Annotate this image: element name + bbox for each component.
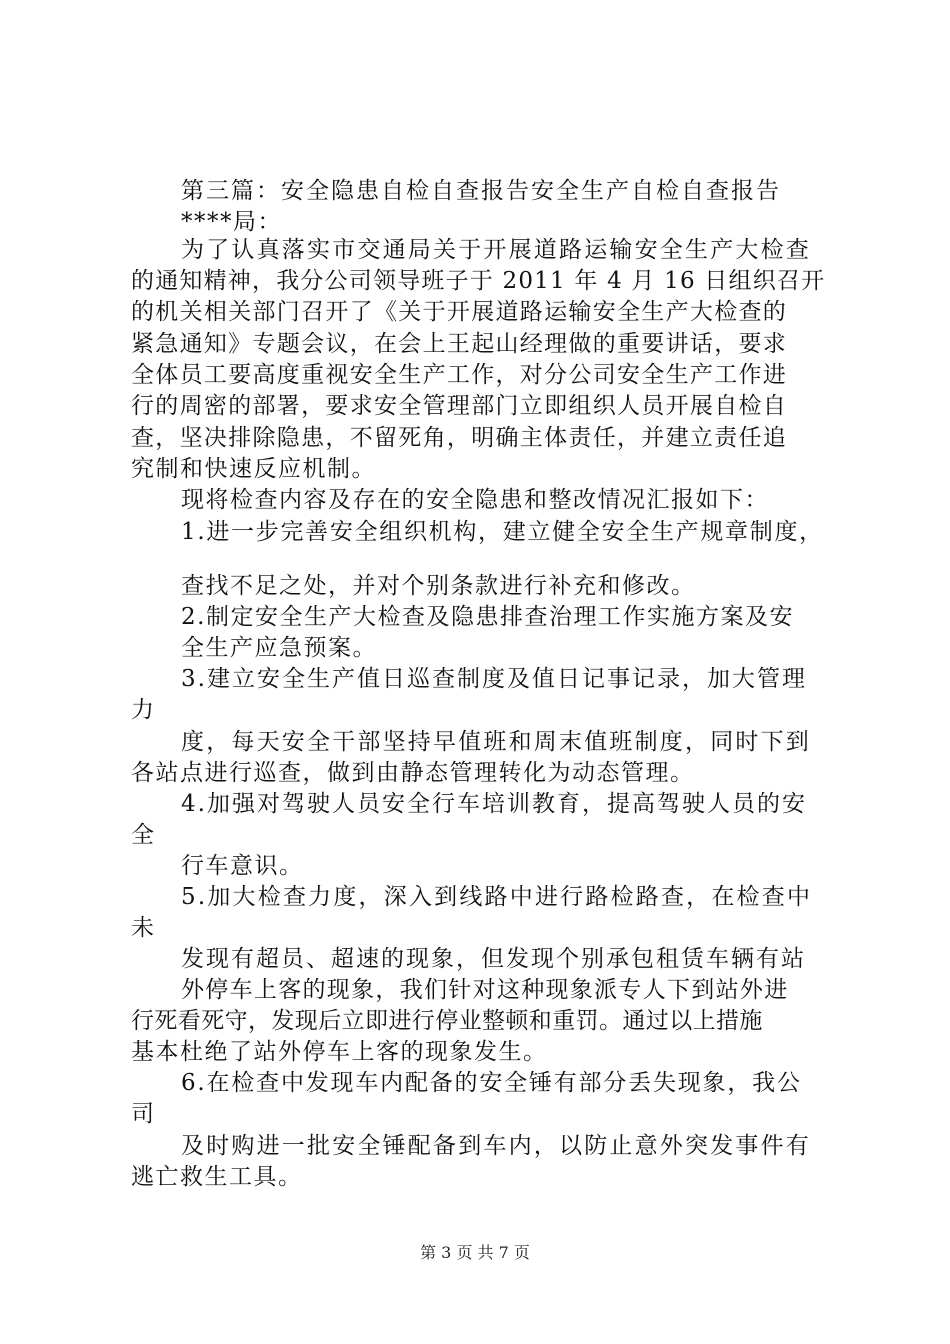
list-item-5-wrap: 未 [131, 915, 156, 941]
list-item-6-cont: 逃亡救生工具。 [131, 1164, 303, 1190]
body-line: 为了认真落实市交通局关于开展道路运输安全生产大检查 [181, 237, 811, 263]
list-item-5: 5.加大检查力度，深入到线路中进行路检路查，在检查中 [181, 884, 813, 910]
list-item-5-cont: 基本杜绝了站外停车上客的现象发生。 [131, 1039, 548, 1065]
list-item-6: 6.在检查中发现车内配备的安全锤有部分丢失现象，我公 [181, 1070, 802, 1096]
body-line: 查，坚决排除隐患，不留死角，明确主体责任，并建立责任追 [131, 425, 788, 451]
list-item-4-cont: 行车意识。 [181, 853, 304, 879]
list-item-6-cont: 及时购进一批安全锤配备到车内，以防止意外突发事件有 [181, 1133, 811, 1159]
list-item-1-cont: 查找不足之处，并对个别条款进行补充和修改。 [181, 573, 696, 599]
list-item-1: 1.进一步完善安全组织机构，建立健全安全生产规章制度， [181, 519, 824, 545]
list-item-5-cont: 发现有超员、超速的现象，但发现个别承包租赁车辆有站 [181, 946, 806, 972]
list-item-3-wrap: 力 [131, 697, 156, 723]
list-item-3-cont: 度，每天安全干部坚持早值班和周末值班制度，同时下到 [181, 729, 811, 755]
body-line: 的机关相关部门召开了《关于开展道路运输安全生产大检查的 [131, 299, 788, 325]
body-line: 现将检查内容及存在的安全隐患和整改情况汇报如下： [181, 487, 769, 513]
body-line: 全体员工要高度重视安全生产工作，对分公司安全生产工作进 [131, 362, 788, 388]
list-item-3-cont: 各站点进行巡查，做到由静态管理转化为动态管理。 [131, 760, 695, 786]
body-line: 究制和快速反应机制。 [131, 456, 376, 482]
salutation: ****局： [181, 209, 282, 235]
body-line: 紧急通知》专题会议，在会上王起山经理做的重要讲话，要求 [131, 331, 788, 357]
list-item-5-cont: 行死看死守，发现后立即进行停业整顿和重罚。通过以上措施 [131, 1008, 763, 1034]
list-item-5-cont: 外停车上客的现象，我们针对这种现象派专人下到站外进 [181, 977, 789, 1003]
section-title: 第三篇：安全隐患自检自查报告安全生产自检自查报告 [181, 178, 781, 204]
body-line: 行的周密的部署，要求安全管理部门立即组织人员开展自检自 [131, 393, 788, 419]
list-item-2-cont: 全生产应急预案。 [181, 635, 377, 661]
list-item-6-wrap: 司 [131, 1101, 156, 1127]
list-item-3: 3.建立安全生产值日巡查制度及值日记事记录，加大管理 [181, 666, 807, 692]
body-line: 的通知精神，我分公司领导班子于 2011 年 4 月 16 日组织召开 [131, 268, 826, 294]
list-item-4: 4.加强对驾驶人员安全行车培训教育，提高驾驶人员的安 [181, 791, 807, 817]
list-item-2: 2.制定安全生产大检查及隐患排查治理工作实施方案及安 [181, 604, 794, 630]
page-number-footer: 第 3 页 共 7 页 [420, 1243, 530, 1262]
list-item-4-wrap: 全 [131, 822, 156, 848]
